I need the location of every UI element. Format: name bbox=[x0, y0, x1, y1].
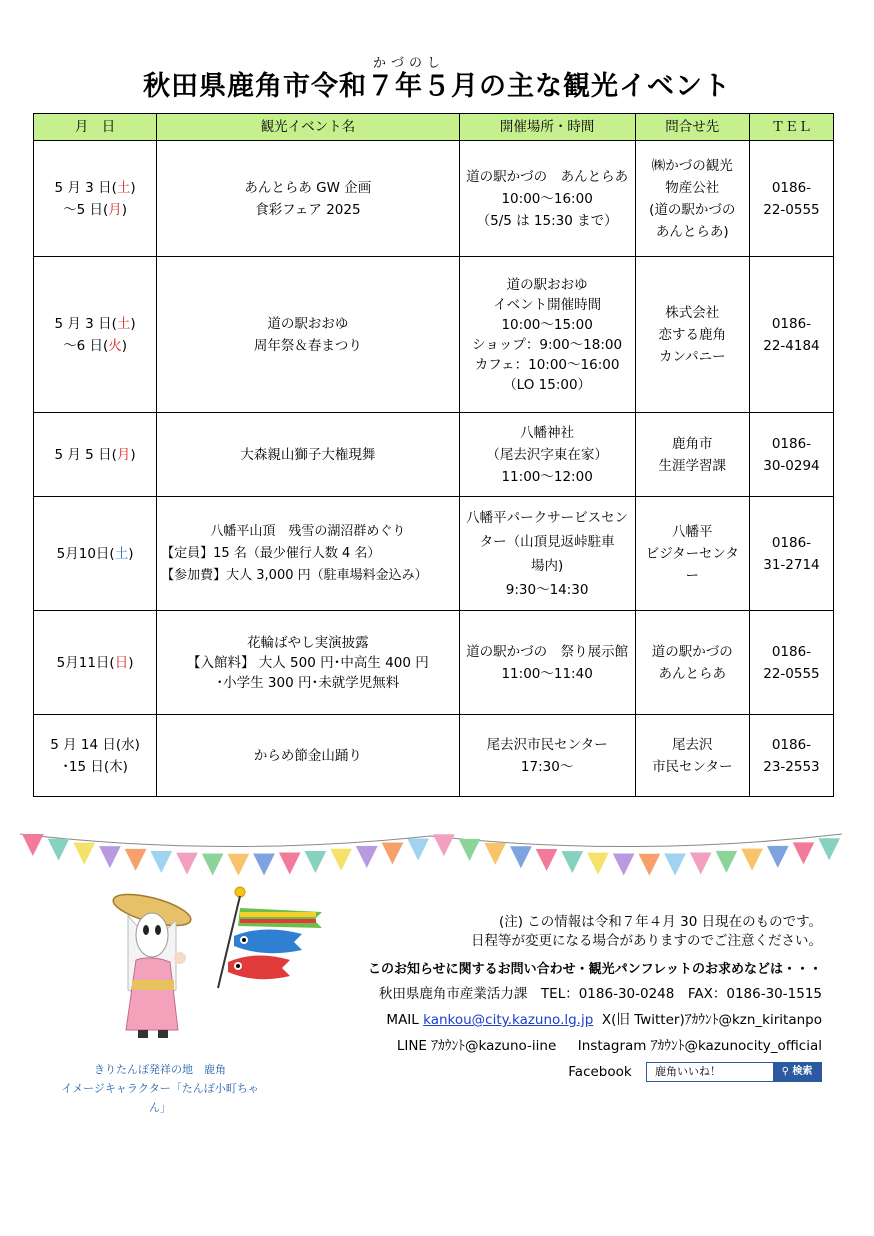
bunting-flag bbox=[150, 851, 172, 873]
place-cell: 八幡神社 （尾去沢字東在家） 11:00～12:00 bbox=[459, 413, 635, 497]
mail-x-line bbox=[386, 1008, 822, 1033]
search-icon: ⚲ bbox=[781, 1066, 789, 1077]
bunting-flag bbox=[561, 851, 583, 873]
bunting-flag bbox=[510, 846, 532, 868]
bunting-decoration bbox=[20, 828, 842, 888]
title-ruby: かづのし bbox=[372, 56, 445, 71]
header-contact: 問合せ先 bbox=[635, 114, 749, 141]
sns-line bbox=[397, 1034, 822, 1059]
tel-cell: 0186- 22-0555 bbox=[749, 611, 833, 715]
header-date: 月 日 bbox=[34, 114, 157, 141]
note-line: (注) この情報は令和７年４月 30 日現在のものです。 bbox=[498, 914, 822, 930]
department-contact: 秋田県鹿角市産業活力課 TEL：0186-30-0248 FAX：0186-30-1515 bbox=[378, 986, 822, 1002]
note bbox=[471, 913, 822, 951]
table-row bbox=[34, 413, 834, 497]
header-event: 観光イベント名 bbox=[157, 114, 459, 141]
date-cell: 5 月 3 日(土) ～6 日(火) bbox=[34, 257, 157, 413]
line-account: LINE ｱｶｳﾝﾄ@kazuno-iine bbox=[396, 1038, 557, 1054]
events-table bbox=[33, 113, 834, 797]
bunting-flag bbox=[459, 839, 481, 861]
bunting-flag bbox=[639, 854, 661, 876]
bunting-flag bbox=[587, 853, 609, 875]
event-cell: 道の駅おおゆ 周年祭＆春まつり bbox=[157, 257, 459, 413]
table-row bbox=[34, 715, 834, 797]
bunting-flag bbox=[22, 834, 44, 856]
bunting-flag bbox=[125, 849, 147, 871]
date-cell: 5月10日(土) bbox=[34, 497, 157, 611]
mascot-tanpo-komachi-illustration bbox=[108, 880, 228, 1050]
tel-cell: 0186- 31-2714 bbox=[749, 497, 833, 611]
mascot-caption-line1: きりたんぽ発祥の地 鹿角 bbox=[94, 1063, 226, 1076]
bunting-flag bbox=[484, 843, 506, 865]
event-cell: 花輪ばやし実演披露 【入館料】 大人 500 円･中高生 400 円 ･小学生 300 円･未就学児無料 bbox=[157, 611, 459, 715]
contact-cell: 道の駅かづの あんとらあ bbox=[635, 611, 749, 715]
event-cell: あんとらあ GW 企画 食彩フェア 2025 bbox=[157, 141, 459, 257]
mail-label: MAIL bbox=[386, 1012, 419, 1028]
search-box[interactable] bbox=[646, 1062, 822, 1082]
table-row bbox=[34, 257, 834, 413]
search-input[interactable]: 鹿角いいね！ bbox=[647, 1063, 773, 1081]
bunting-flag bbox=[793, 842, 815, 864]
date-cell: 5月11日(日) bbox=[34, 611, 157, 715]
bunting-flag bbox=[176, 853, 198, 875]
facebook-label: Facebook bbox=[568, 1064, 632, 1080]
event-cell: 大森親山獅子大権現舞 bbox=[157, 413, 459, 497]
contact-cell: 鹿角市 生涯学習課 bbox=[635, 413, 749, 497]
bunting-flag bbox=[741, 849, 763, 871]
inquiry-heading: このお知らせに関するお問い合わせ・観光パンフレットのお求めなどは・・・ bbox=[368, 962, 822, 977]
contact-cell: 株式会社 恋する鹿角 カンパニー bbox=[635, 257, 749, 413]
search-button[interactable]: ⚲ 検索 bbox=[773, 1063, 821, 1081]
mail-link[interactable]: kankou@city.kazuno.lg.jp bbox=[423, 1012, 594, 1028]
event-cell: 八幡平山頂 残雪の湖沼群めぐり 【定員】15 名（最少催行人数 4 名） 【参加費】大人 3,000 円（駐車場料金込み） bbox=[157, 497, 459, 611]
bunting-flag bbox=[330, 849, 352, 871]
table-header-row bbox=[34, 114, 834, 141]
bunting-flag bbox=[407, 838, 429, 860]
tel-cell: 0186- 22-0555 bbox=[749, 141, 833, 257]
bunting-flag bbox=[99, 846, 121, 868]
table-row bbox=[34, 497, 834, 611]
bunting-flag bbox=[279, 853, 301, 875]
bunting-flag bbox=[73, 843, 95, 865]
bunting-flag bbox=[356, 846, 378, 868]
facebook-line bbox=[568, 1060, 822, 1085]
contact-cell: ㈱かづの観光 物産公社 (道の駅かづの あんとらあ) bbox=[635, 141, 749, 257]
bunting-flag bbox=[690, 852, 712, 874]
table-row bbox=[34, 611, 834, 715]
instagram-account: Instagram ｱｶｳﾝﾄ@kazunocity_official bbox=[577, 1038, 822, 1054]
date-cell: 5 月 14 日(水) ･15 日(木) bbox=[34, 715, 157, 797]
contact-cell: 八幡平 ビジターセンター bbox=[635, 497, 749, 611]
place-cell: 尾去沢市民センター 17:30～ bbox=[459, 715, 635, 797]
place-cell: 八幡平パークサービスセン ター（山頂見返峠駐車 場内) 9:30～14:30 bbox=[459, 497, 635, 611]
page-title: 秋田県鹿角市令和７年５月の主な観光イベント bbox=[143, 71, 731, 102]
bunting-flag bbox=[253, 853, 275, 875]
place-cell: 道の駅かづの あんとらあ 10:00～16:00 （5/5 は 15:30 まで） bbox=[459, 141, 635, 257]
contact-cell: 尾去沢 市民センター bbox=[635, 715, 749, 797]
place-cell: 道の駅かづの 祭り展示館 11:00～11:40 bbox=[459, 611, 635, 715]
mascot-caption-line2: イメージキャラクター「たんぽ小町ちゃん」 bbox=[61, 1082, 259, 1114]
header-place: 開催場所・時間 bbox=[459, 114, 635, 141]
note-line: 日程等が変更になる場合がありますのでご注意ください。 bbox=[471, 933, 822, 949]
bunting-flag bbox=[716, 851, 738, 873]
tel-cell: 0186- 22-4184 bbox=[749, 257, 833, 413]
date-cell: 5 月 5 日(月) bbox=[34, 413, 157, 497]
koinobori-illustration bbox=[214, 884, 330, 994]
bunting-flag bbox=[818, 838, 840, 860]
date-cell: 5 月 3 日(土) ～5 日(月) bbox=[34, 141, 157, 257]
tel-cell: 0186- 23-2553 bbox=[749, 715, 833, 797]
table-row bbox=[34, 141, 834, 257]
bunting-flag bbox=[48, 839, 70, 861]
bunting-flag bbox=[664, 853, 686, 875]
place-cell: 道の駅おおゆ イベント開催時間 10:00～15:00 ショップ：9:00～18:00 カフェ：10:00～16:00 （LO 15:00） bbox=[459, 257, 635, 413]
bunting-flag bbox=[767, 846, 789, 868]
bunting-flag bbox=[433, 834, 455, 856]
tel-cell: 0186- 30-0294 bbox=[749, 413, 833, 497]
event-cell: からめ節金山踊り bbox=[157, 715, 459, 797]
bunting-flag bbox=[228, 854, 250, 876]
header-tel: ＴＥＬ bbox=[749, 114, 833, 141]
bunting-flag bbox=[382, 843, 404, 865]
x-account: X(旧 Twitter)ｱｶｳﾝﾄ@kzn_kiritanpo bbox=[601, 1012, 822, 1028]
bunting-flag bbox=[613, 854, 635, 876]
bunting-flag bbox=[305, 851, 327, 873]
bunting-flag bbox=[202, 854, 224, 876]
bunting-flag bbox=[536, 849, 558, 871]
